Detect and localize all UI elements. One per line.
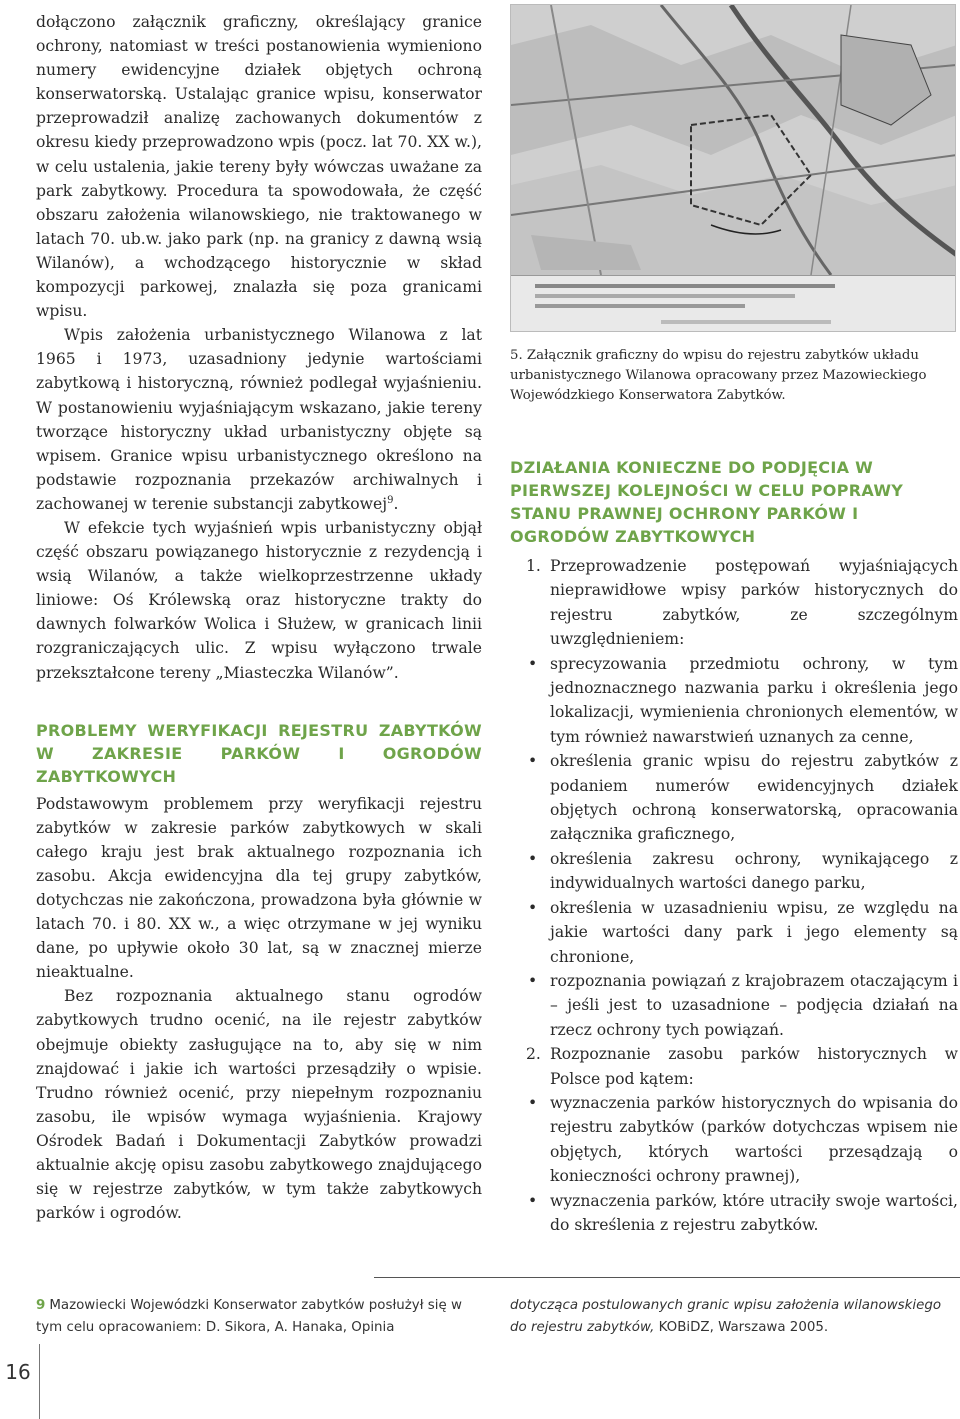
footnote-divider xyxy=(374,1277,960,1278)
paragraph-5: Bez rozpoznania aktualnego stanu ogrodów zabytkowych trudno ocenić, na ile rejestr zabytków obejmuje obiekty zasługujące na to, aby się w nim znajdować i jakie ich wartości przesądziły o wpisie. Trudno również ocenić, przy niepełnym rozpoznaniu zasobu, ile wpisów wymaga wyjaśnienia. Krajowy Ośrodek Badań i Dokumentacji Zabytków prowadzi aktualnie akcję opisu zasobu zabytkowego znajdującego się w rejestrze zabytków, w tym także zabytkowych parków i ogrodów. xyxy=(36,987,482,1223)
page-number: 16 xyxy=(5,1360,31,1384)
paragraph-3: W efekcie tych wyjaśnień wpis urbanistyczny objął część obszaru powiązanego historycznie z rezydencją i wsią Wilanów, a także wielkoprzestrzenne układy liniowe: Oś Królewską oraz historyczne trakty do dawnych folwarków Wolica i Służew, w granicach linii rozgraniczających ulic. Z wpisu wyłączono trwale przekształcone tereny „Miasteczka Wilanów”. xyxy=(36,518,482,682)
footnote-ref[interactable]: 9 xyxy=(387,494,394,506)
map-figure xyxy=(510,4,956,332)
right-column xyxy=(510,4,958,1237)
actions-list xyxy=(510,554,958,1237)
section-heading-actions: DZIAŁANIA KONIECZNE DO PODJĘCIA W PIERWSZEJ KOLEJNOŚCI W CELU POPRAWY STANU PRAWNEJ OCHRONY PARKÓW I OGRODÓW ZABYTKOWYCH xyxy=(510,458,904,546)
list-item: • wyznaczenia parków historycznych do wpisania do rejestru zabytków (parków dotychczas wpisem nie objętych, których wartości przesądzają o konieczności ochrony prawnej), xyxy=(510,1091,958,1189)
bullet-icon: • xyxy=(528,849,538,868)
list-item: • określenia zakresu ochrony, wynikającego z indywidualnych wartości danego parku, xyxy=(510,847,958,896)
map-drawing xyxy=(511,5,956,275)
bullet-icon: • xyxy=(528,971,538,990)
bullet-icon: • xyxy=(528,752,538,771)
list-item: • rozpoznania powiązań z krajobrazem otaczającym i – jeśli jest to uzasadnione – podjęcia działań na rzecz ochrony tych powiązań. xyxy=(510,969,958,1042)
paragraph-2: Wpis założenia urbanistycznego Wilanowa z lat 1965 i 1973, uzasadniony jedynie wartościami zabytkową i historyczną, również podlegał wyjaśnieniu. W postanowieniu wyjaśniającym wskazano, jakie tereny tworzące historyczny układ urbanistyczny objęte są wpisem. Granice wpisu urbanistycznego określono na podstawie rozpoznania przekazów archiwalnych i zachowanej w terenie substancji zabytkowej$^9$. xyxy=(36,326,482,513)
bullet-icon: • xyxy=(528,1093,538,1112)
map-legend xyxy=(511,275,955,332)
list-item: • wyznaczenia parków, które utraciły swoje wartości, do skreślenia z rejestru zabytków. xyxy=(510,1189,958,1238)
footnote-number: 9 xyxy=(36,1298,46,1313)
list-item: 1. Przeprowadzenie postępowań wyjaśniających nieprawidłowe wpisy parków historycznych do rejestru zabytków, ze szczególnym uwzględnieniem: xyxy=(526,557,958,649)
list-item: 2. Rozpoznanie zasobu parków historycznych w Polsce pod kątem: xyxy=(526,1045,958,1088)
paragraph-1: dołączono załącznik graficzny, określający granice ochrony, natomiast w treści postanowienia wymieniono numery ewidencyjne działek objętych ochroną konserwatorską. Ustalając granice wpisu, konserwator przeprowadził analizę zachowanych dokumentów z okresu kiedy przeprowadzono wpis (pocz. lat 70. XX w.), w celu ustalenia, jakie tereny były wówczas uważane za park zabytkowy. Procedura ta spowodowała, że część obszaru założenia wilanowskiego, nie traktowanego w latach 70. ub.w. jako park (np. na granicy z dawną wsią Wilanów), a wchodzącego historycznie w skład kompozycji parkowej, znalazła się poza granicami wpisu. xyxy=(36,13,482,321)
bullet-icon: • xyxy=(528,898,538,917)
list-item: • określenia granic wpisu do rejestru zabytków z podaniem numerów ewidencyjnych działek objętych ochroną konserwatorską, opracowania załącznika graficznego, xyxy=(510,749,958,847)
list-item: • określenia w uzasadnieniu wpisu, ze względu na jakie wartości dany park i jego elementy są chronione, xyxy=(510,896,958,969)
bullet-icon: • xyxy=(528,1191,538,1210)
footnote-9-continued: dotycząca postulowanych granic wpisu założenia wilanowskiego do rejestru zabytków, KOBiDZ, Warszawa 2005. xyxy=(510,1298,942,1335)
paragraph-4: Podstawowym problemem przy weryfikacji rejestru zabytków w zakresie parków zabytkowych w skali całego kraju jest brak aktualnego rozpoznania ich zasobu. Akcja ewidencyjna dla tej grupy zabytków, dotychczas nie zakończona, prowadzona była głównie w latach 70. i 80. XX w., a więc otrzymane w jej wyniku dane, po upływie około 30 lat, są w znacznej mierze nieaktualne. xyxy=(36,794,482,982)
left-column xyxy=(36,10,482,1225)
list-item: • sprecyzowania przedmiotu ochrony, w tym jednoznacznego nazwania parku i określenia jego lokalizacji, wymienienia chronionych elementów, w tym również nawarstwień uznanych za cenne, xyxy=(510,652,958,750)
section-heading-problems: PROBLEMY WERYFIKACJI REJESTRU ZABYTKÓW W ZAKRESIE PARKÓW I OGRODÓW ZABYTKOWYCH xyxy=(36,720,482,786)
page-number-divider xyxy=(39,1344,40,1419)
bullet-icon: • xyxy=(528,654,538,673)
figure-caption: 5. Załącznik graficzny do wpisu do rejestru zabytków układu urbanistycznego Wilanowa opracowany przez Mazowieckiego Wojewódzkiego Konserwatora Zabytków. xyxy=(510,348,927,403)
footnote-9: 9 Mazowiecki Wojewódzki Konserwator zabytków posłużył się w tym celu opracowaniem: D. Sikora, A. Hanaka, Opinia xyxy=(36,1298,462,1335)
